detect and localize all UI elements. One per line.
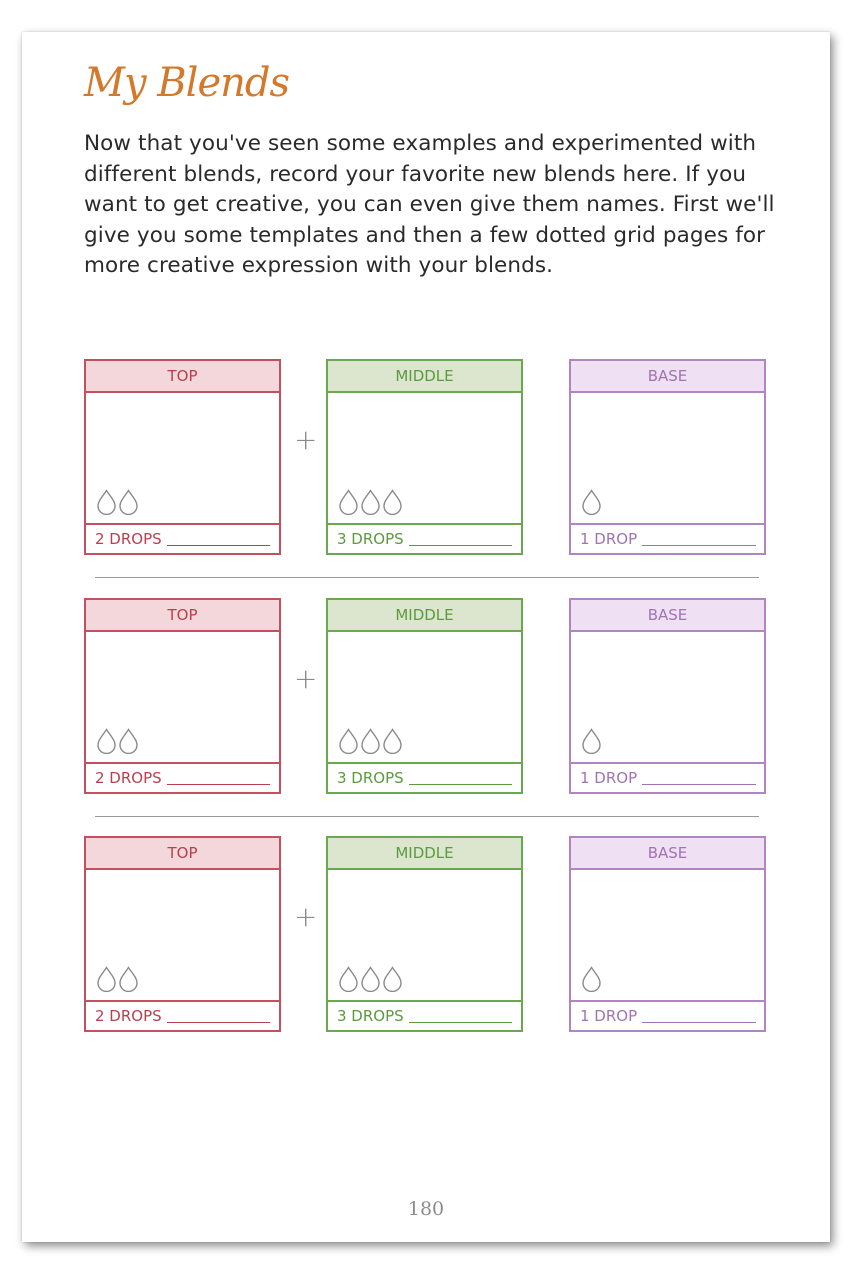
base-note-write-area[interactable] bbox=[571, 870, 764, 1000]
base-note-box bbox=[569, 836, 766, 1032]
water-drop-icon bbox=[360, 728, 381, 754]
top-drops-label: 2 DROPS bbox=[95, 1007, 162, 1025]
water-drop-icon bbox=[581, 489, 602, 515]
drop-icons bbox=[338, 966, 403, 992]
middle-note-footer bbox=[328, 1000, 521, 1030]
water-drop-icon bbox=[96, 489, 117, 515]
middle-oil-name-line[interactable] bbox=[409, 545, 512, 546]
top-note-box bbox=[84, 359, 281, 555]
top-oil-name-line[interactable] bbox=[167, 784, 270, 785]
middle-note-write-area[interactable] bbox=[328, 393, 521, 523]
middle-drops-label: 3 DROPS bbox=[337, 769, 404, 787]
base-oil-name-line[interactable] bbox=[642, 784, 756, 785]
base-note-write-area[interactable] bbox=[571, 393, 764, 523]
drop-icons bbox=[581, 489, 602, 515]
top-drops-label: 2 DROPS bbox=[95, 530, 162, 548]
top-note-header: TOP bbox=[86, 838, 279, 870]
base-note-write-area[interactable] bbox=[571, 632, 764, 762]
plus-sign: + bbox=[294, 662, 318, 695]
row-divider bbox=[95, 816, 759, 817]
water-drop-icon bbox=[96, 728, 117, 754]
base-drops-label: 1 DROP bbox=[580, 1007, 638, 1025]
water-drop-icon bbox=[338, 489, 359, 515]
water-drop-icon bbox=[96, 966, 117, 992]
middle-note-header: MIDDLE bbox=[328, 600, 521, 632]
base-drops-label: 1 DROP bbox=[580, 530, 638, 548]
base-note-footer bbox=[571, 1000, 764, 1030]
middle-note-footer bbox=[328, 762, 521, 792]
water-drop-icon bbox=[382, 489, 403, 515]
blend-template-2 bbox=[84, 598, 770, 798]
top-oil-name-line[interactable] bbox=[167, 545, 270, 546]
base-note-header: BASE bbox=[571, 361, 764, 393]
water-drop-icon bbox=[118, 489, 139, 515]
base-note-header: BASE bbox=[571, 838, 764, 870]
top-note-footer bbox=[86, 762, 279, 792]
book-page bbox=[22, 32, 830, 1242]
middle-note-header: MIDDLE bbox=[328, 361, 521, 393]
blend-template-1 bbox=[84, 359, 770, 559]
blend-template-3 bbox=[84, 836, 770, 1036]
top-note-header: TOP bbox=[86, 361, 279, 393]
drop-icons bbox=[96, 489, 139, 515]
water-drop-icon bbox=[118, 966, 139, 992]
base-note-footer bbox=[571, 762, 764, 792]
plus-sign: + bbox=[294, 423, 318, 456]
water-drop-icon bbox=[118, 728, 139, 754]
middle-note-box bbox=[326, 598, 523, 794]
water-drop-icon bbox=[360, 489, 381, 515]
top-drops-label: 2 DROPS bbox=[95, 769, 162, 787]
water-drop-icon bbox=[338, 728, 359, 754]
base-oil-name-line[interactable] bbox=[642, 545, 756, 546]
top-note-write-area[interactable] bbox=[86, 393, 279, 523]
top-note-box bbox=[84, 836, 281, 1032]
middle-note-write-area[interactable] bbox=[328, 870, 521, 1000]
top-note-header: TOP bbox=[86, 600, 279, 632]
drop-icons bbox=[96, 966, 139, 992]
top-note-write-area[interactable] bbox=[86, 870, 279, 1000]
base-oil-name-line[interactable] bbox=[642, 1022, 756, 1023]
drop-icons bbox=[581, 966, 602, 992]
top-note-footer bbox=[86, 1000, 279, 1030]
row-divider bbox=[95, 577, 759, 578]
middle-note-box bbox=[326, 836, 523, 1032]
base-note-box bbox=[569, 598, 766, 794]
water-drop-icon bbox=[382, 966, 403, 992]
base-note-header: BASE bbox=[571, 600, 764, 632]
middle-note-box bbox=[326, 359, 523, 555]
plus-sign: + bbox=[294, 900, 318, 933]
page-title: My Blends bbox=[84, 60, 290, 106]
top-oil-name-line[interactable] bbox=[167, 1022, 270, 1023]
base-drops-label: 1 DROP bbox=[580, 769, 638, 787]
drop-icons bbox=[338, 728, 403, 754]
top-note-write-area[interactable] bbox=[86, 632, 279, 762]
middle-drops-label: 3 DROPS bbox=[337, 530, 404, 548]
water-drop-icon bbox=[581, 966, 602, 992]
water-drop-icon bbox=[581, 728, 602, 754]
middle-oil-name-line[interactable] bbox=[409, 1022, 512, 1023]
water-drop-icon bbox=[382, 728, 403, 754]
middle-note-write-area[interactable] bbox=[328, 632, 521, 762]
drop-icons bbox=[338, 489, 403, 515]
middle-note-header: MIDDLE bbox=[328, 838, 521, 870]
middle-drops-label: 3 DROPS bbox=[337, 1007, 404, 1025]
page-number: 180 bbox=[407, 1198, 445, 1220]
top-note-footer bbox=[86, 523, 279, 553]
intro-paragraph: Now that you've seen some examples and experimented with different blends, record your favorite new blends here. If you want to get creative, you can even give them names. First we'll give you some templates and then a few dotted grid pages for more creative expression with your blends. bbox=[84, 131, 775, 278]
middle-note-footer bbox=[328, 523, 521, 553]
drop-icons bbox=[96, 728, 139, 754]
drop-icons bbox=[581, 728, 602, 754]
top-note-box bbox=[84, 598, 281, 794]
base-note-footer bbox=[571, 523, 764, 553]
base-note-box bbox=[569, 359, 766, 555]
water-drop-icon bbox=[338, 966, 359, 992]
water-drop-icon bbox=[360, 966, 381, 992]
middle-oil-name-line[interactable] bbox=[409, 784, 512, 785]
